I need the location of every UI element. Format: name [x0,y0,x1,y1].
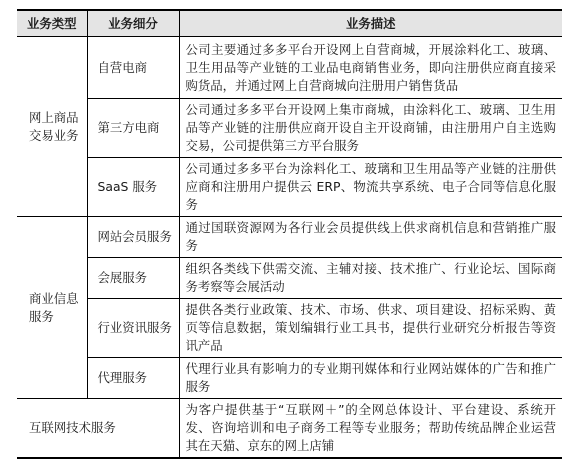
description-cell: 提供各类行业政策、技术、市场、供求、项目建设、招标采购、黄页等信息数据，策划编辑行业工具书，提供行业研究分析报告等资讯产品 [179,299,562,358]
subdivision-cell: 行业资讯服务 [87,299,179,358]
table-row [17,37,562,99]
subdivision-cell: 代理服务 [87,358,179,399]
description-cell: 公司通过多多平台为涂料化工、玻璃和卫生用品等产业链的注册供应商和注册用户提供云 ERP、物流共享系统、电子合同等信息化服务 [179,158,562,217]
header-business-subdivision: 业务细分 [87,10,179,37]
description-cell: 为客户提供基于“互联网＋”的全网总体设计、平台建设、系统开发、咨询培训和电子商务工程等专业服务；帮助传统品牌企业运营其在天猫、京东的网上店铺 [179,399,562,459]
table-row [17,217,562,258]
subdivision-cell: 网站会员服务 [87,217,179,258]
category-cell: 互联网技术服务 [17,399,179,459]
description-cell: 组织各类线下供需交流、主辅对接、技术推广、行业论坛、国际商务考察等会展活动 [179,258,562,299]
header-business-description: 业务描述 [179,10,562,37]
business-table [17,9,562,459]
subdivision-cell: SaaS 服务 [87,158,179,217]
category-cell: 网上商品交易业务 [17,37,87,217]
description-cell: 公司通过多多平台开设网上集市商城，由涂料化工、玻璃、卫生用品等产业链的注册供应商开设自主开设商铺，由注册用户自主选购交易，公司提供第三方平台服务 [179,99,562,158]
header-business-type: 业务类型 [17,10,87,37]
category-cell: 商业信息服务 [17,217,87,399]
table-row [17,358,562,399]
subdivision-cell: 会展服务 [87,258,179,299]
description-cell: 代理行业具有影响力的专业期刊媒体和行业网站媒体的广告和推广服务 [179,358,562,399]
table-row [17,158,562,217]
table-row [17,399,562,459]
table-header-row [17,10,562,37]
subdivision-cell: 自营电商 [87,37,179,99]
description-cell: 公司主要通过多多平台开设网上自营商城，开展涂料化工、玻璃、卫生用品等产业链的工业品电商销售业务，即向注册供应商直接采购货品，并通过网上自营商城向注册用户销售货品 [179,37,562,99]
table-row [17,299,562,358]
table-row [17,258,562,299]
subdivision-cell: 第三方电商 [87,99,179,158]
description-cell: 通过国联资源网为各行业会员提供线上供求商机信息和营销推广服务 [179,217,562,258]
table-row [17,99,562,158]
